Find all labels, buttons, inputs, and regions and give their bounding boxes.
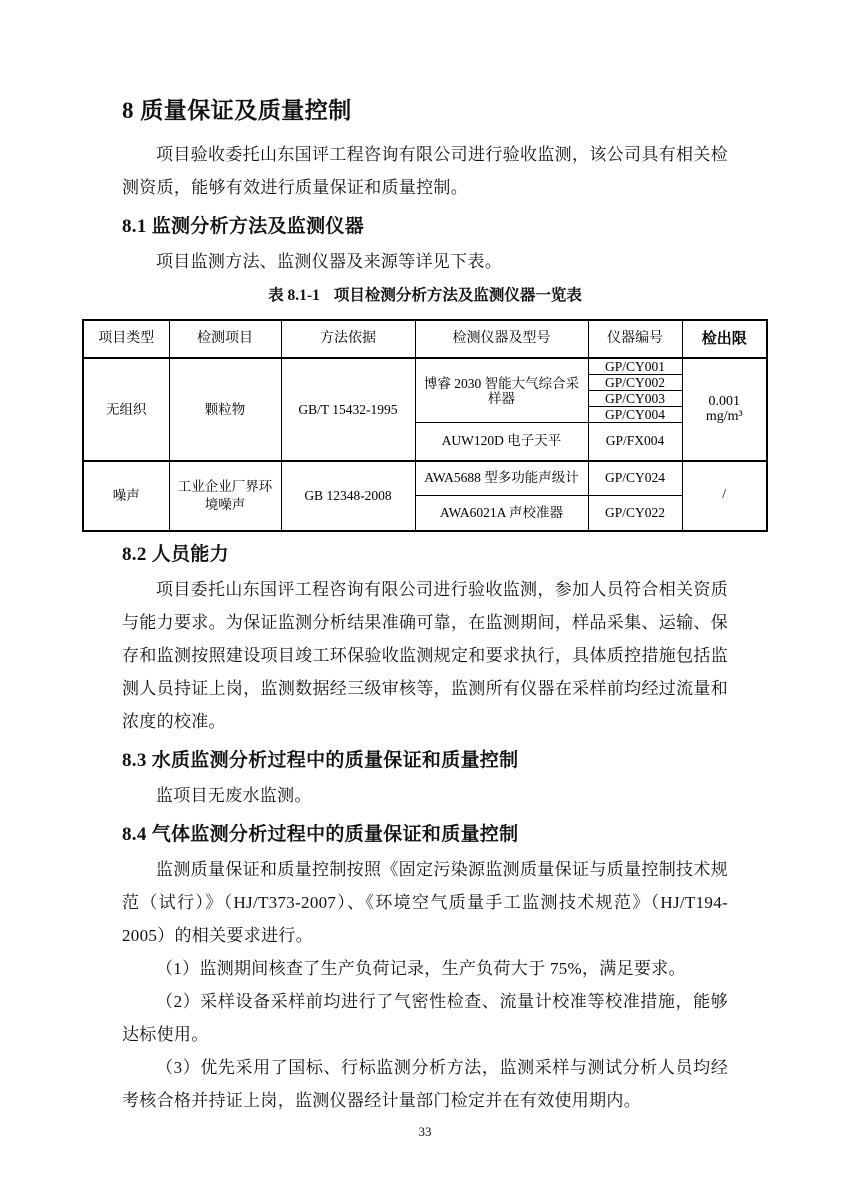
table-row — [83, 358, 767, 375]
cell-method-gbt15432: GB/T 15432-1995 — [281, 358, 415, 461]
section-8-4-item-1: （1）监测期间核查了生产负荷记录，生产负荷大于 75%，满足要求。 — [156, 958, 686, 978]
section-8-4-body: 监测质量保证和质量控制按照《固定污染源监测质量保证与质量控制技术规范（试行）》（HJ/T373-2007）、《环境空气质量手工监测技术规范》（HJ/T194-2005）的相关要求进行。 — [122, 859, 728, 945]
col-header-test-item: 检测项目 — [169, 320, 281, 358]
section-8-4-item-3: （3）优先采用了国标、行标监测分析方法，监测采样与测试分析人员均经考核合格并持证上岗，监测仪器经计量部门检定并在有效使用期内。 — [122, 1057, 728, 1110]
cell-instrument-id: GP/CY024 — [588, 461, 682, 496]
chapter-heading: 8 质量保证及质量控制 — [122, 98, 352, 123]
col-header-instrument-model: 检测仪器及型号 — [415, 320, 588, 358]
cell-instrument-sound-level-meter: AWA5688 型多功能声级计 — [415, 461, 588, 496]
cell-instrument-balance: AUW120D 电子天平 — [415, 423, 588, 461]
section-8-3-body: 监项目无废水监测。 — [156, 785, 312, 805]
cell-project-type-noise: 噪声 — [83, 461, 169, 531]
cell-instrument-id: GP/CY003 — [588, 391, 682, 407]
col-header-project-type: 项目类型 — [83, 320, 169, 358]
cell-instrument-calibrator: AWA6021A 声校准器 — [415, 496, 588, 531]
table-header-row — [83, 320, 767, 358]
col-header-detection-limit: 检出限 — [682, 320, 767, 358]
table-row — [83, 461, 767, 496]
cell-instrument-id: GP/CY002 — [588, 375, 682, 391]
col-header-method-basis: 方法依据 — [281, 320, 415, 358]
section-heading-8-2: 8.2 人员能力 — [122, 543, 229, 565]
cell-project-type-fugitive: 无组织 — [83, 358, 169, 461]
cell-test-item-boundary-noise: 工业企业厂界环境噪声 — [169, 461, 281, 531]
detection-limit-unit: mg/m³ — [705, 409, 743, 425]
page-number: 33 — [418, 1123, 432, 1139]
cell-instrument-id: GP/FX004 — [588, 423, 682, 461]
cell-instrument-sampler: 博睿 2030 智能大气综合采样器 — [415, 358, 588, 423]
cell-instrument-id: GP/CY004 — [588, 407, 682, 423]
cell-detection-limit-particulate — [682, 358, 767, 461]
document-content-lower — [122, 538, 728, 1141]
table-caption-title: 项目检测分析方法及监测仪器一览表 — [333, 287, 582, 304]
table-caption — [122, 281, 728, 311]
section-8-4-item-2: （2）采样设备采样前均进行了气密性检查、流量计校准等校准措施，能够达标使用。 — [122, 991, 728, 1044]
document-content — [122, 94, 728, 311]
cell-instrument-id: GP/CY001 — [588, 358, 682, 375]
cell-instrument-id: GP/CY022 — [588, 496, 682, 531]
cell-test-item-particulate: 颗粒物 — [169, 358, 281, 461]
section-heading-8-3: 8.3 水质监测分析过程中的质量保证和质量控制 — [122, 749, 519, 771]
section-heading-8-4: 8.4 气体监测分析过程中的质量保证和质量控制 — [122, 823, 519, 845]
table-caption-label: 表 8.1-1 — [268, 287, 320, 304]
monitoring-methods-table — [82, 319, 768, 532]
section-8-1-lead: 项目监测方法、监测仪器及来源等详见下表。 — [156, 252, 502, 271]
detection-limit-value: 0.001 — [708, 394, 740, 410]
cell-method-gb12348: GB 12348-2008 — [281, 461, 415, 531]
cell-detection-limit-noise: / — [682, 461, 767, 531]
intro-paragraph: 项目验收委托山东国评工程咨询有限公司进行验收监测，该公司具有相关检测资质，能够有效进行质量保证和质量控制。 — [122, 145, 728, 197]
col-header-instrument-id: 仪器编号 — [588, 320, 682, 358]
section-heading-8-1: 8.1 监测分析方法及监测仪器 — [122, 216, 365, 237]
section-8-2-body: 项目委托山东国评工程咨询有限公司进行验收监测，参加人员符合相关资质与能力要求。为保证监测分析结果准确可靠，在监测期间，样品采集、运输、保存和监测按照建设项目竣工环保验收监测规定和要求执行，具体质控措施包括监测人员持证上岗，监测数据经三级审核等，监测所有仪器在采样前均经过流量和浓度的校准。 — [122, 579, 728, 731]
